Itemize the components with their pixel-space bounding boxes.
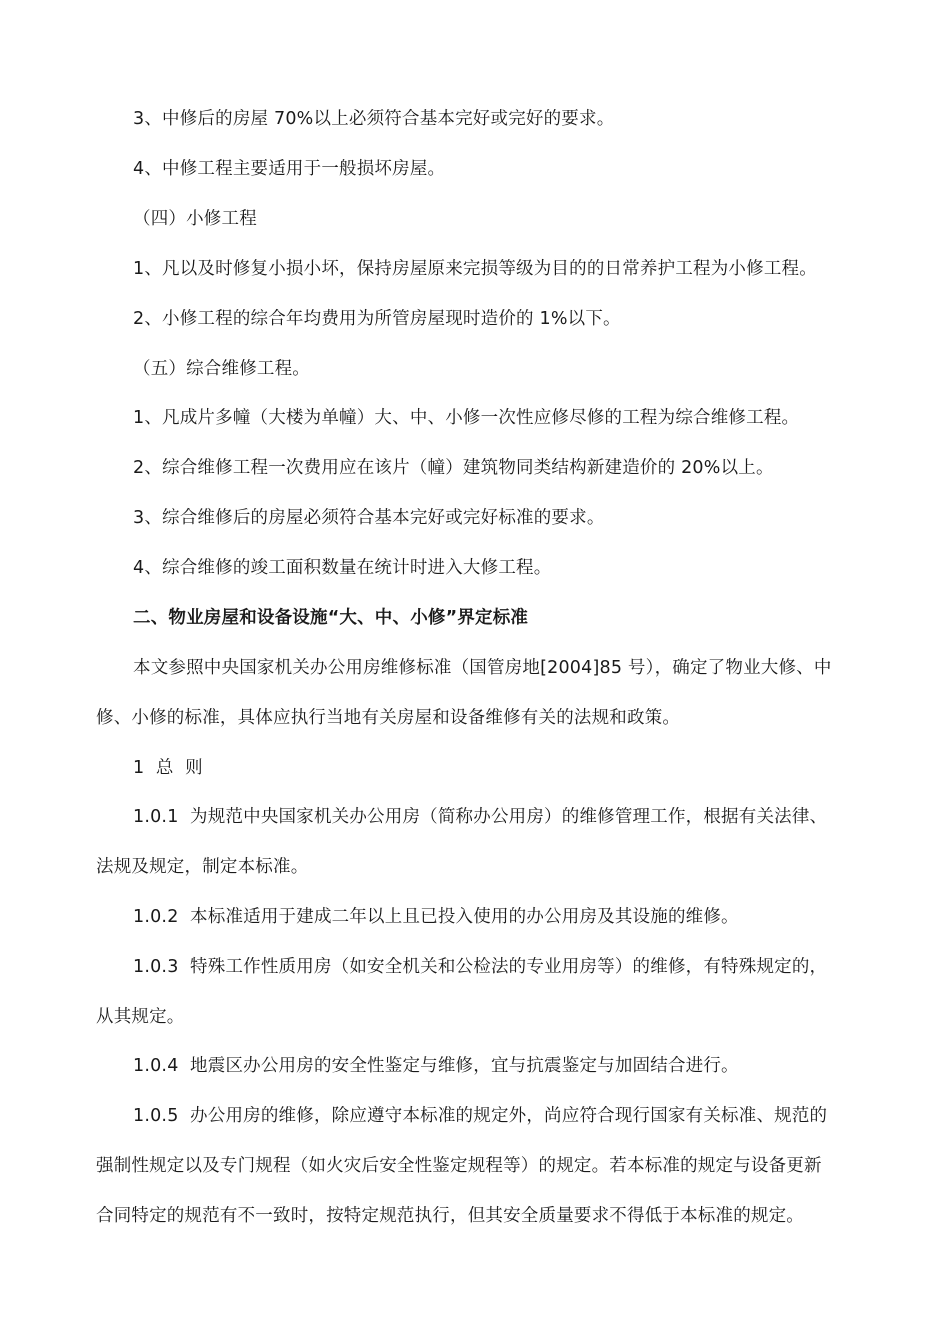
clause-1-0-1-line-2: 法规及规定，制定本标准。 (96, 857, 309, 877)
intro-paragraph-line-1: 本文参照中央国家机关办公用房维修标准（国管房地[2004]85 号），确定了物业大修、中 (133, 658, 832, 678)
intro-paragraph-line-2: 修、小修的标准，具体应执行当地有关房屋和设备维修有关的法规和政策。 (96, 708, 681, 728)
paragraph-3-comprehensive-standard: 3、综合维修后的房屋必须符合基本完好或完好标准的要求。 (133, 508, 605, 528)
paragraph-4-comprehensive-statistics: 4、综合维修的竣工面积数量在统计时进入大修工程。 (133, 558, 552, 578)
clause-1-0-5-line-1: 1.0.5 办公用房的维修，除应遵守本标准的规定外，尚应符合现行国家有关标准、规范的 (133, 1106, 828, 1126)
clause-1-0-5-line-2: 强制性规定以及专门规程（如火灾后安全性鉴定规程等）的规定。若本标准的规定与设备更新 (96, 1156, 822, 1176)
paragraph-1-minor-repair-definition: 1、凡以及时修复小损小坏，保持房屋原来完损等级为目的的日常养护工程为小修工程。 (133, 259, 817, 279)
paragraph-4-mid-repair-scope: 4、中修工程主要适用于一般损坏房屋。 (133, 159, 446, 179)
section-heading-minor-repair: （四）小修工程 (133, 209, 257, 229)
section-heading-general-provisions: 1 总 则 (133, 758, 203, 778)
clause-1-0-5-line-3: 合同特定的规范有不一致时，按特定规范执行，但其安全质量要求不得低于本标准的规定。 (96, 1206, 804, 1226)
paragraph-1-comprehensive-definition: 1、凡成片多幢（大楼为单幢）大、中、小修一次性应修尽修的工程为综合维修工程。 (133, 408, 800, 428)
paragraph-2-minor-repair-cost: 2、小修工程的综合年均费用为所管房屋现时造价的 1%以下。 (133, 309, 621, 329)
clause-1-0-4: 1.0.4 地震区办公用房的安全性鉴定与维修，宜与抗震鉴定与加固结合进行。 (133, 1056, 739, 1076)
chapter-heading-repair-classification: 二、物业房屋和设备设施“大、中、小修”界定标准 (133, 608, 529, 628)
clause-1-0-3-line-2: 从其规定。 (96, 1007, 185, 1027)
paragraph-3-mid-repair-standard: 3、中修后的房屋 70%以上必须符合基本完好或完好的要求。 (133, 109, 615, 129)
clause-1-0-1-line-1: 1.0.1 为规范中央国家机关办公用房（简称办公用房）的维修管理工作，根据有关法律、 (133, 807, 828, 827)
paragraph-2-comprehensive-cost: 2、综合维修工程一次费用应在该片（幢）建筑物同类结构新建造价的 20%以上。 (133, 458, 774, 478)
section-heading-comprehensive-repair: （五）综合维修工程。 (133, 359, 310, 379)
clause-1-0-2: 1.0.2 本标准适用于建成二年以上且已投入使用的办公用房及其设施的维修。 (133, 907, 739, 927)
clause-1-0-3-line-1: 1.0.3 特殊工作性质用房（如安全机关和公检法的专业用房等）的维修，有特殊规定的， (133, 957, 828, 977)
